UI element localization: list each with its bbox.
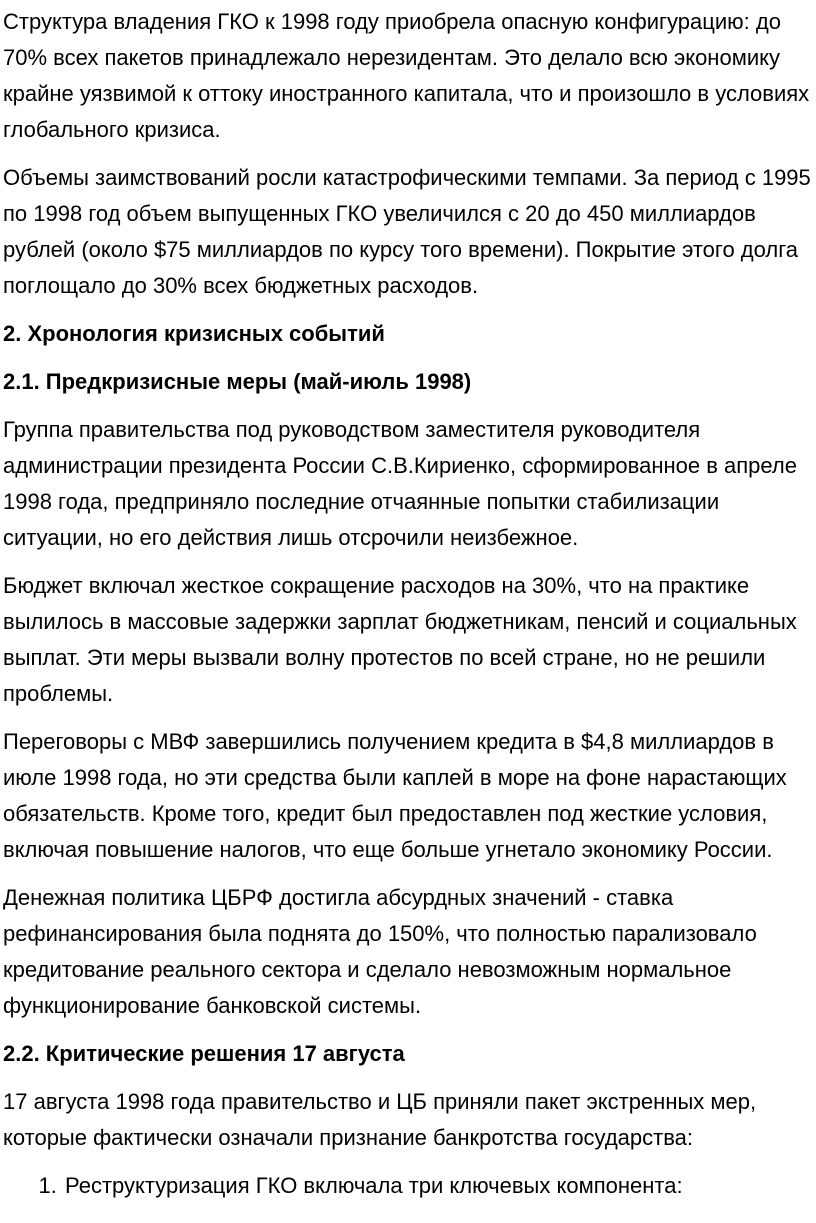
paragraph-imf-negotiations: Переговоры с МВФ завершились получением кредита в $4,8 миллиардов в июле 1998 года, но эти средства были каплей в море на фоне нарастающих обязательств. Кроме того, кредит был предоставлен под жесткие условия, включая повышение налогов, что еще больше угнетало экономику России. [3, 729, 787, 862]
paragraph-borrowing-volumes: Объемы заимствований росли катастрофическими темпами. За период с 1995 по 1998 год объем выпущенных ГКО увеличился с 20 до 450 миллиардов рублей (около $75 миллиардов по курсу того времени). Покрытие этого долга поглощало до 30% всех бюджетных расходов. [3, 165, 811, 298]
subsection-heading-precrisis: 2.1. Предкризисные меры (май-июль 1998) [3, 369, 472, 394]
document-body [3, 4, 813, 1204]
paragraph-budget-cuts: Бюджет включал жесткое сокращение расходов на 30%, что на практике вылилось в массовые задержки зарплат бюджетникам, пенсий и социальных выплат. Эти меры вызвали волну протестов по всей стране, но не решили проблемы. [3, 573, 797, 706]
section-heading-chronology: 2. Хронология кризисных событий [3, 321, 385, 346]
paragraph-monetary-policy: Денежная политика ЦБРФ достигла абсурдных значений - ставка рефинансирования была поднята до 150%, что полностью парализовало кредитование реального сектора и сделало невозможным нормальное функционирование банковской системы. [3, 885, 757, 1018]
paragraph-august-17-measures: 17 августа 1998 года правительство и ЦБ приняли пакет экстренных мер, которые фактически означали признание банкротства государства: [3, 1089, 757, 1150]
list-item: 1. Реструктуризация ГКО включала три ключевых компонента: [63, 1168, 813, 1204]
paragraph-kirienko-government: Группа правительства под руководством заместителя руководителя администрации президента России С.В.Кириенко, сформированное в апреле 1998 года, предприняло последние отчаянные попытки стабилизации ситуации, но его действия лишь отсрочили неизбежное. [3, 417, 797, 550]
subsection-heading-august-17: 2.2. Критические решения 17 августа [3, 1041, 405, 1066]
numbered-list [3, 1168, 813, 1204]
paragraph-gko-ownership: Структура владения ГКО к 1998 году приобрела опасную конфигурацию: до 70% всех пакетов принадлежало нерезидентам. Это делало всю экономику крайне уязвимой к оттоку иностранного капитала, что и произошло в условиях глобального кризиса. [3, 9, 810, 142]
